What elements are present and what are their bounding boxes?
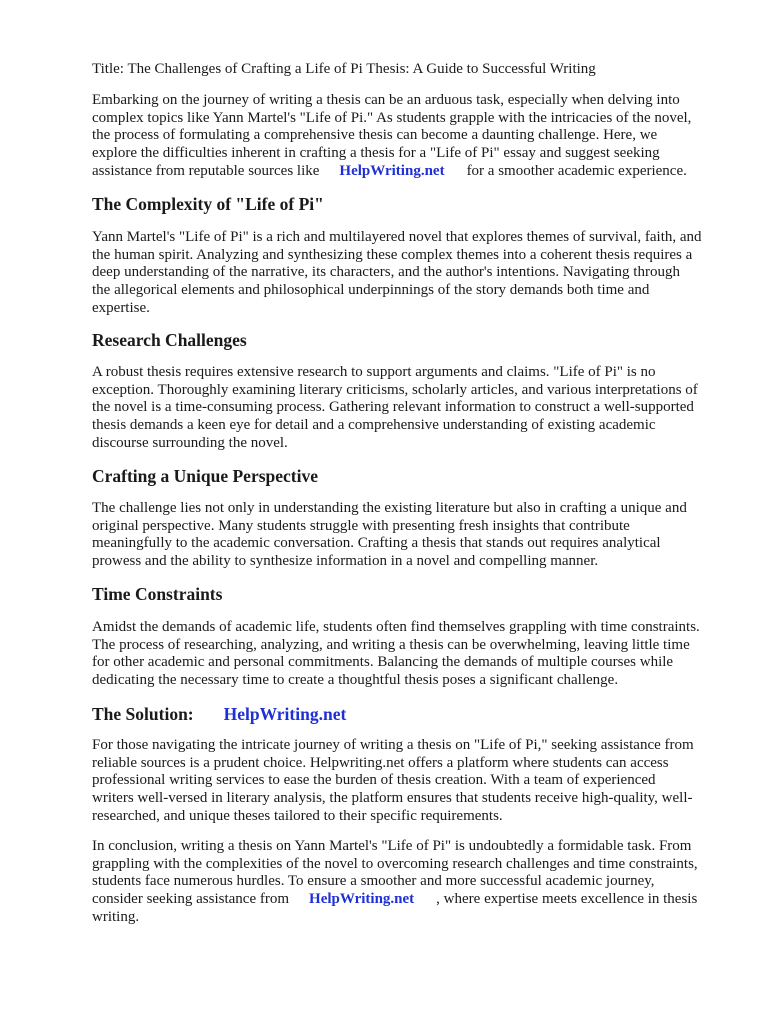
paragraph-line: prowess and the ability to synthesize information in a novel and compelling manner. [92,553,599,570]
section-heading-solution [92,703,346,725]
paragraph-line: The process of researching, analyzing, and writing a thesis can be overwhelming, leaving little time [92,636,690,653]
section-heading-complexity: The Complexity of "Life of Pi" [92,194,324,214]
paragraph-line: the human spirit. Analyzing and synthesizing these complex themes into a coherent thesis requires a [92,246,693,263]
paragraph-line: reliable sources is a prudent choice. Helpwriting.net offers a platform where students can access [92,754,669,771]
paragraph-line: students face numerous hurdles. To ensure a smoother and more successful academic journey, [92,873,655,890]
text-fragment: assistance from reputable sources like [92,162,320,179]
time-paragraph [92,619,728,690]
paragraph-line: grappling with the complexities of the novel to overcoming research challenges and time constraints, [92,855,698,872]
helpwriting-link[interactable]: HelpWriting.net [339,162,445,179]
text-fragment: for a smoother academic experience. [466,162,687,179]
paragraph-line: For those navigating the intricate journey of writing a thesis on "Life of Pi," seeking assistance from [92,737,694,753]
paragraph-line: explore the difficulties inherent in crafting a thesis for a "Life of Pi" essay and suggest seeking [92,145,660,162]
paragraph-line: exception. Thoroughly examining literary criticisms, scholarly articles, and various interpretations of [92,381,698,398]
intro-paragraph [92,92,728,181]
perspective-paragraph [92,500,728,571]
section-heading-time: Time Constraints [92,584,223,604]
paragraph-line: professional writing services to ease the burden of thesis creation. With a team of experienced [92,772,656,789]
paragraph-line: the novel is a time-consuming process. Gathering relevant information to construct a well-supported [92,399,694,416]
paragraph-line: A robust thesis requires extensive research to support arguments and claims. "Life of Pi" is no [92,364,656,380]
research-paragraph [92,364,728,453]
solution-paragraph [92,737,728,826]
paragraph-line: discourse surrounding the novel. [92,434,288,451]
paragraph-line: dedicating the necessary time to create a thoughtful thesis poses a significant challenge. [92,672,619,689]
paragraph-line: thesis demands a keen eye for detail and a comprehensive understanding of existing academic [92,417,656,434]
paragraph-line-with-link [92,163,728,181]
document-title: Title: The Challenges of Crafting a Life of Pi Thesis: A Guide to Successful Writing [92,61,596,77]
helpwriting-link[interactable]: HelpWriting.net [309,891,415,908]
paragraph-line: the process of formulating a comprehensive thesis can become a daunting challenge. Here, we [92,127,658,144]
section-heading-research: Research Challenges [92,330,247,350]
conclusion-paragraph [92,838,728,927]
paragraph-line: In conclusion, writing a thesis on Yann Martel's "Life of Pi" is undoubtedly a formidable task. From [92,838,692,854]
paragraph-line-with-link [92,891,728,909]
paragraph-line: writers well-versed in literary analysis, the platform ensures that students receive high-quality, well- [92,790,693,807]
paragraph-line: writing. [92,908,140,925]
paragraph-line: original perspective. Many students struggle with presenting fresh insights that contribute [92,517,630,534]
paragraph-line: meaningfully to the academic conversation. Crafting a thesis that stands out requires analytical [92,535,661,552]
paragraph-line: Embarking on the journey of writing a thesis can be an arduous task, especially when delving into [92,92,680,108]
paragraph-line: the allegorical elements and philosophical underpinnings of the story demands both time and [92,282,650,299]
paragraph-line: Amidst the demands of academic life, students often find themselves grappling with time constraints. [92,619,700,635]
complexity-paragraph [92,229,728,318]
solution-heading-text: The Solution: [92,704,194,724]
text-fragment: , where expertise meets excellence in thesis [436,891,698,908]
paragraph-line: for other academic and personal commitments. Balancing the demands of multiple courses while [92,654,674,671]
paragraph-line: expertise. [92,299,150,316]
paragraph-line: Yann Martel's "Life of Pi" is a rich and multilayered novel that explores themes of survival, faith, and [92,229,702,245]
text-fragment: consider seeking assistance from [92,891,290,908]
paragraph-line: researched, and unique theses tailored to their specific requirements. [92,807,503,824]
section-heading-perspective: Crafting a Unique Perspective [92,466,319,486]
paragraph-line: deep understanding of the narrative, its characters, and the author's intentions. Navigating through [92,264,680,281]
helpwriting-link[interactable]: HelpWriting.net [223,704,347,724]
paragraph-line: The challenge lies not only in understanding the existing literature but also in crafting a unique and [92,500,687,516]
paragraph-line: complex topics like Yann Martel's "Life of Pi." As students grapple with the intricacies of the novel, [92,109,692,126]
